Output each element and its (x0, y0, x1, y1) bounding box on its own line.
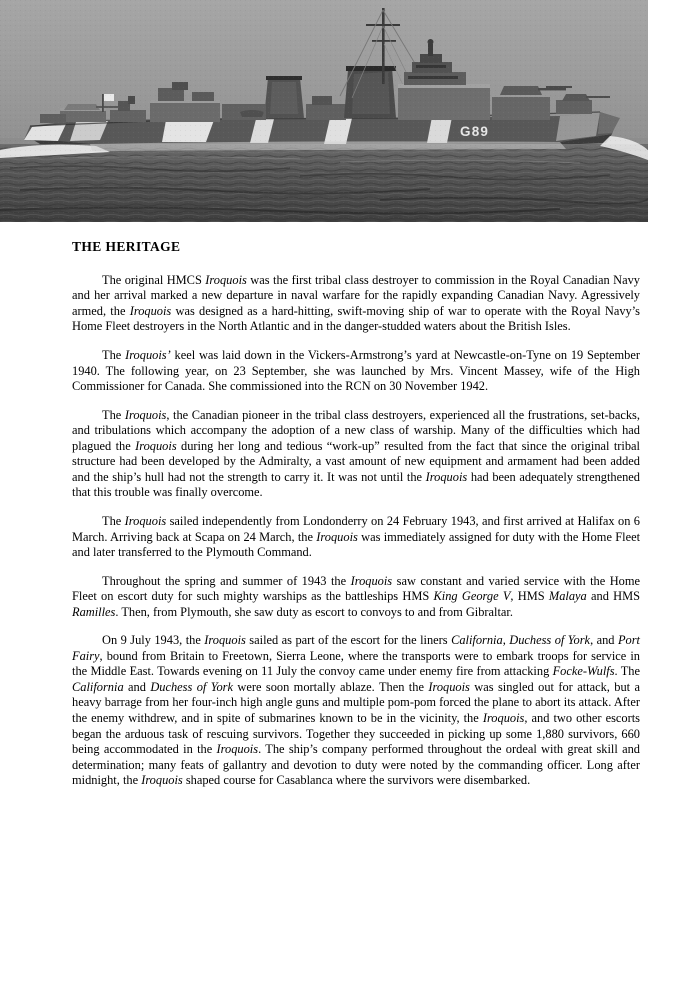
ship-photograph (0, 0, 648, 222)
paragraph: On 9 July 1943, the Iroquois sailed as part of the escort for the liners California, Duchess of York, and Port Fairy, bound from Britain to Freetown, Sierra Leone, where the transports were to embark troops for service in the Middle East. Towards evening on 11 July the convoy came under enemy fire from attacking Focke-Wulfs. The California and Duchess of York were soon mortally ablaze. Then the Iroquois was singled out for attack, but a heavy barrage from her four-inch high angle guns and multiple pom-pom forced the plane to abort its attack. After the enemy withdrew, and in spite of submarines known to be in the vicinity, the Iroquois, and two other escorts began the arduous task of rescuing survivors. Together they succeeded in picking up some 1,880 survivors, 660 being accommodated in the Iroquois. The ship’s company performed throughout the ordeal with great skill and determination; many feats of gallantry and devotion to duty were noted by the commanding officer. Long after midnight, the Iroquois shaped course for Casablanca where the survivors were disembarked. (72, 633, 640, 788)
paragraph: Throughout the spring and summer of 1943 the Iroquois saw constant and varied service with the Home Fleet on escort duty for such mighty warships as the battleships HMS King George V, HMS Malaya and HMS Ramilles. Then, from Plymouth, she saw duty as escort to convoys to and from Gibraltar. (72, 573, 641, 619)
paragraph: The original HMCS Iroquois was the first tribal class destroyer to commission in the Royal Canadian Navy and her arrival marked a new departure in naval warfare for the rapidly expanding Canadian Navy. Agressively armed, the Iroquois was designed as a hard-hitting, swift-moving ship of war to operate with the Royal Navy’s Home Fleet destroyers in the North Atlantic and in the danger-studded waters about the British Isles. (72, 272, 641, 334)
paragraph: The Iroquois, the Canadian pioneer in the tribal class destroyers, experienced all the frustrations, set-backs, and tribulations which accompany the adoption of a new class of warship. Many of the difficulties which had plagued the Iroquois during her long and tedious “work-up” resulted from the fact that since the original tribal structure had been developed by the Admiralty, a vast amount of new equipment and armament had been added and the ship’s hull had not the strength to carry it. It was not until the Iroquois had been adequately strengthened that this trouble was finally overcome. (72, 407, 640, 500)
document-body (72, 240, 640, 789)
paragraph: The Iroquois’ keel was laid down in the Vickers-Armstrong’s yard at Newcastle-on-Tyne on 19 September 1940. The following year, on 23 September, she was launched by Mrs. Vincent Massey, wife of the High Commissioner for Canada. She commissioned into the RCN on 30 November 1942. (72, 348, 640, 394)
page-title: THE HERITAGE (72, 239, 181, 254)
paragraph: The Iroquois sailed independently from Londonderry on 24 February 1943, and first arrived at Halifax on 6 March. Arriving back at Scapa on 24 March, the Iroquois was immediately assigned for duty with the Home Fleet and later transferred to the Plymouth Command. (72, 513, 641, 560)
ship-photograph-artwork (0, 0, 648, 222)
